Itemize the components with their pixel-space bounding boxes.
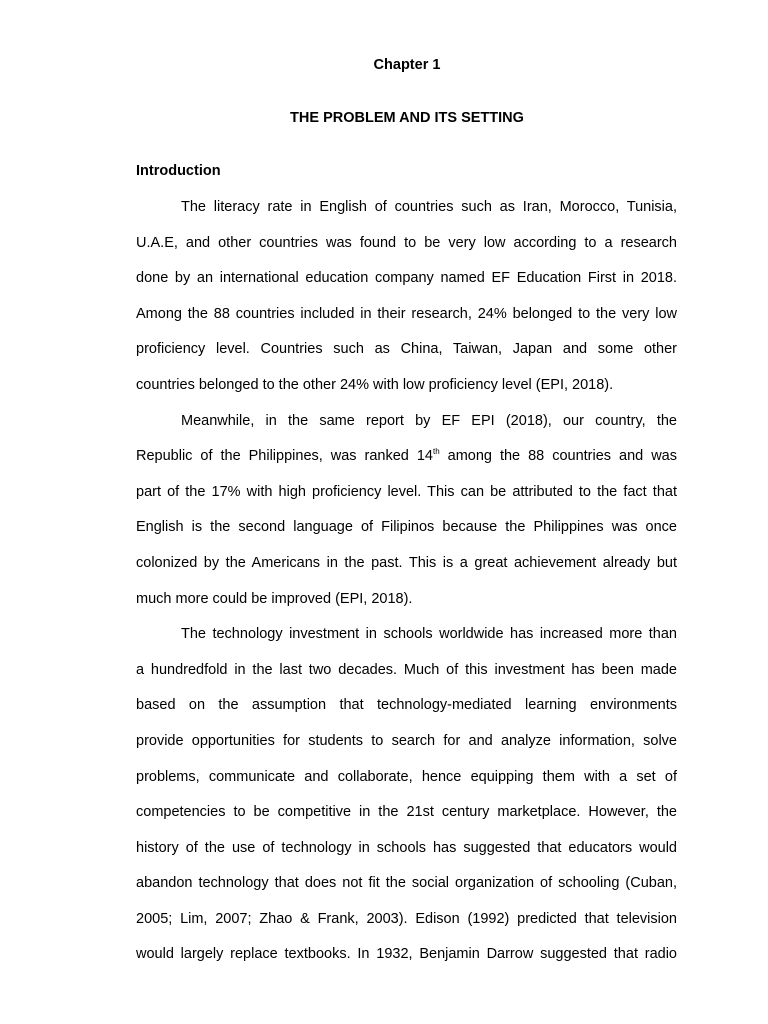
text-line: colonized by the Americans in the past. This is a great achievement already but	[136, 554, 677, 571]
text-line: based on the assumption that technology-mediated learning environments	[136, 697, 677, 714]
section-heading: Introduction	[136, 163, 221, 179]
text-line: a hundredfold in the last two decades. Much of this investment has been made	[136, 661, 677, 678]
text-line: done by an international education company named EF Education First in 2018.	[136, 270, 677, 287]
body-text	[136, 190, 677, 973]
paragraph	[136, 617, 677, 973]
paragraph	[136, 404, 677, 618]
text-line: abandon technology that does not fit the social organization of schooling (Cuban,	[136, 875, 677, 892]
ordinal-suffix: th	[432, 447, 440, 457]
text-line: 2005; Lim, 2007; Zhao & Frank, 2003). Edison (1992) predicted that television	[136, 910, 677, 927]
text-line: problems, communicate and collaborate, hence equipping them with a set of	[136, 768, 677, 785]
chapter-title: THE PROBLEM AND ITS SETTING	[290, 110, 524, 126]
text-line: English is the second language of Filipinos because the Philippines was once	[136, 519, 677, 536]
text-line: Among the 88 countries included in their research, 24% belonged to the very low	[136, 305, 677, 322]
text-line: U.A.E, and other countries was found to be very low according to a research	[136, 234, 677, 251]
text-line: countries belonged to the other 24% with low proficiency level (EPI, 2018).	[136, 376, 614, 393]
text-line: would largely replace textbooks. In 1932, Benjamin Darrow suggested that radio	[136, 946, 677, 963]
text-line: provide opportunities for students to search for and analyze information, solve	[136, 732, 677, 749]
text-line: competencies to be competitive in the 21st century marketplace. However, the	[136, 804, 677, 821]
text-line: part of the 17% with high proficiency level. This can be attributed to the fact that	[136, 483, 677, 500]
paragraph	[136, 190, 677, 404]
text-line: The technology investment in schools worldwide has increased more than	[181, 626, 677, 643]
text-line: The literacy rate in English of countries such as Iran, Morocco, Tunisia,	[181, 199, 677, 215]
chapter-heading: Chapter 1	[373, 57, 441, 73]
text-line: proficiency level. Countries such as China, Taiwan, Japan and some other	[136, 341, 677, 358]
text-line	[136, 439, 677, 475]
text-line: Meanwhile, in the same report by EF EPI (2018), our country, the	[181, 412, 677, 429]
text-line: much more could be improved (EPI, 2018).	[136, 590, 413, 607]
text-line: history of the use of technology in schools has suggested that educators would	[136, 839, 677, 856]
text-fragment: among the 88 countries and was	[439, 448, 677, 465]
text-fragment: Republic of the Philippines, was ranked 14	[136, 448, 433, 465]
